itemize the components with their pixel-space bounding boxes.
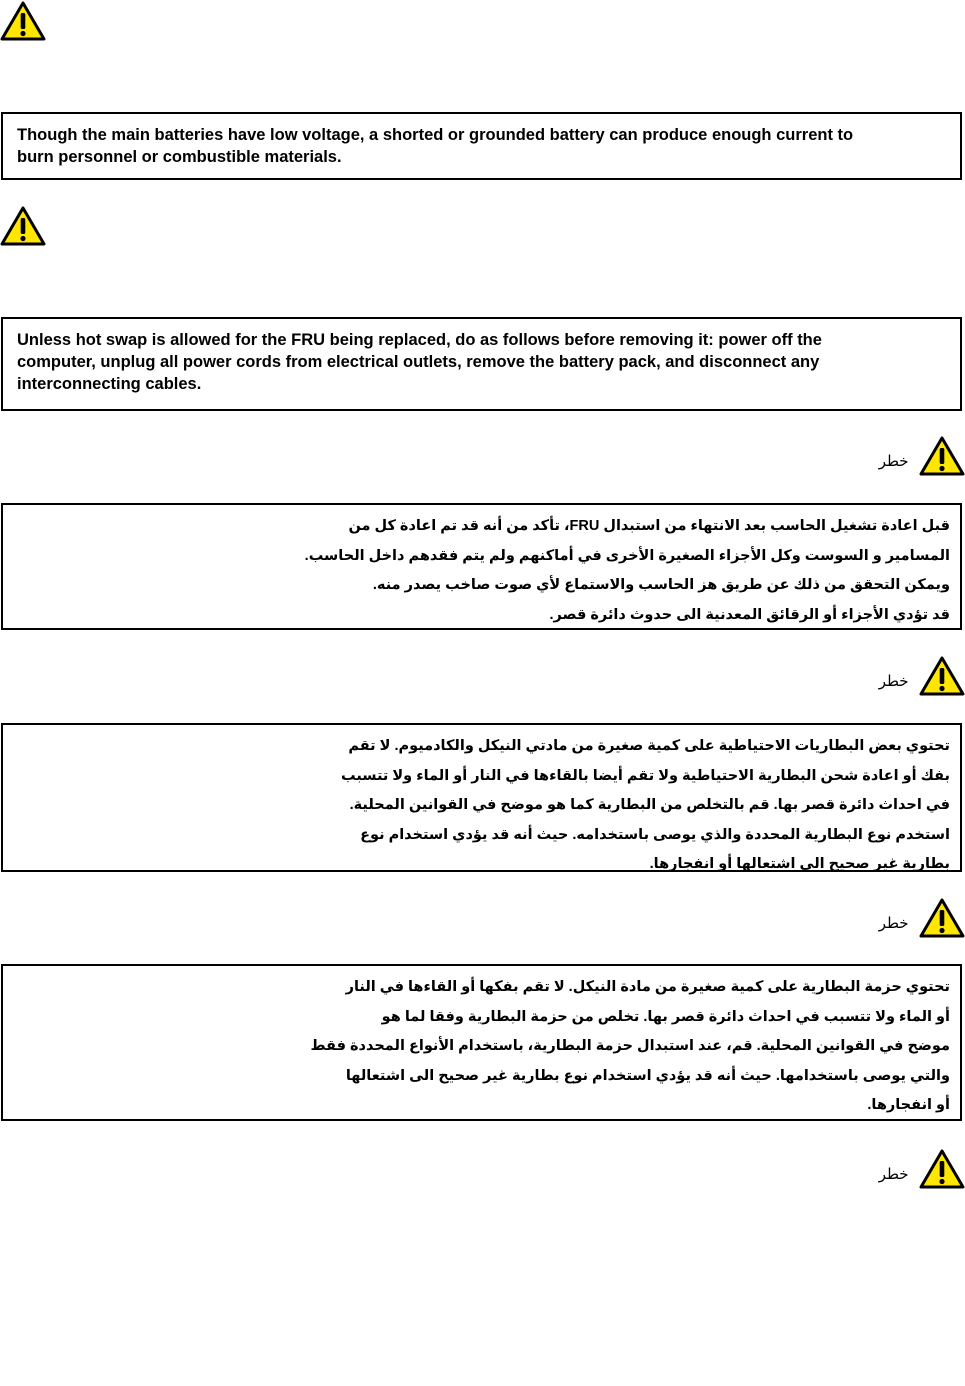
- danger-notice-3: [1, 964, 962, 1121]
- warning-triangle-icon: [919, 655, 965, 697]
- notice-line: burn personnel or combustible materials.: [17, 148, 342, 166]
- danger-heading: [879, 435, 965, 477]
- notice-line: قد تؤدي الأجزاء أو الرقائق المعدنية الى حدوث دائرة قصر.: [549, 606, 950, 623]
- notice-line: تحتوي حزمة البطارية على كمية صغيرة من مادة النيكل. لا تقم بفكها أو القاءها في النار: [345, 979, 950, 995]
- notice-line: في احداث دائرة قصر بها. قم بالتخلص من البطارية كما هو موضح في القوانين المحلية.: [349, 797, 950, 813]
- notice-line: والتي يوصى باستخدامها. حيث أنه قد يؤدي استخدام نوع بطارية غير صحيح الى اشتعالها: [345, 1067, 950, 1084]
- caution-notice-1: [1, 112, 962, 180]
- notice-line: أو انفجارها.: [867, 1097, 950, 1113]
- notice-line: المسامير و السوست وكل الأجزاء الصغيرة الأخرى في أماكنهم ولم يتم فقدهم داخل الحاسب.: [304, 547, 950, 564]
- danger-heading: [879, 897, 965, 939]
- warning-triangle-icon: [0, 0, 46, 42]
- danger-label: خطر: [878, 453, 909, 470]
- caution-notice-2: [1, 317, 962, 411]
- notice-line: استخدم نوع البطارية المحددة والذي يوصى باستخدامه. حيث أنه قد يؤدي استخدام نوع: [360, 826, 950, 843]
- notice-line: Though the main batteries have low voltage, a shorted or grounded battery can produce enough current to: [17, 126, 854, 144]
- notice-line: ويمكن التحقق من ذلك عن طريق هز الحاسب والاستماع لأي صوت صاخب يصدر منه.: [372, 577, 950, 593]
- danger-label: خطر: [878, 915, 909, 932]
- notice-line: interconnecting cables.: [17, 375, 202, 393]
- notice-line: موضح في القوانين المحلية. قم، عند استبدال حزمة البطارية، باستخدام الأنواع المحددة فقط: [310, 1038, 950, 1054]
- notice-line: بفك أو اعادة شحن البطارية الاحتياطية ولا تقم أيضا بالقاءها في النار أو الماء ولا تتسبب: [340, 767, 950, 784]
- notice-line: Unless hot swap is allowed for the FRU being replaced, do as follows before removing it: power off the: [17, 331, 822, 349]
- notice-line: تحتوي بعض البطاريات الاحتياطية على كمية صغيرة من مادتي النيكل والكادميوم. لا تقم: [348, 738, 950, 754]
- danger-label: خطر: [878, 1166, 909, 1183]
- notice-line: قبل اعادة تشغيل الحاسب بعد الانتهاء من استبدال FRU، تأكد من أنه قد تم اعادة كل من: [348, 518, 950, 534]
- warning-triangle-icon: [919, 1148, 965, 1190]
- warning-triangle-icon: [919, 435, 965, 477]
- danger-notice-1: [1, 503, 962, 630]
- danger-label: خطر: [878, 673, 909, 690]
- danger-heading: [879, 655, 965, 697]
- warning-triangle-icon: [0, 205, 46, 247]
- danger-notice-2: [1, 723, 962, 872]
- warning-triangle-icon: [919, 897, 965, 939]
- danger-heading: [879, 1148, 965, 1190]
- notice-line: computer, unplug all power cords from electrical outlets, remove the battery pack, and disconnect any: [17, 353, 820, 371]
- notice-line: أو الماء ولا تتسبب في احداث دائرة قصر بها. تخلص من حزمة البطارية وفقا لما هو: [381, 1008, 950, 1025]
- notice-line: بطارية غير صحيح الى اشتعالها أو انفجارها.: [649, 856, 950, 872]
